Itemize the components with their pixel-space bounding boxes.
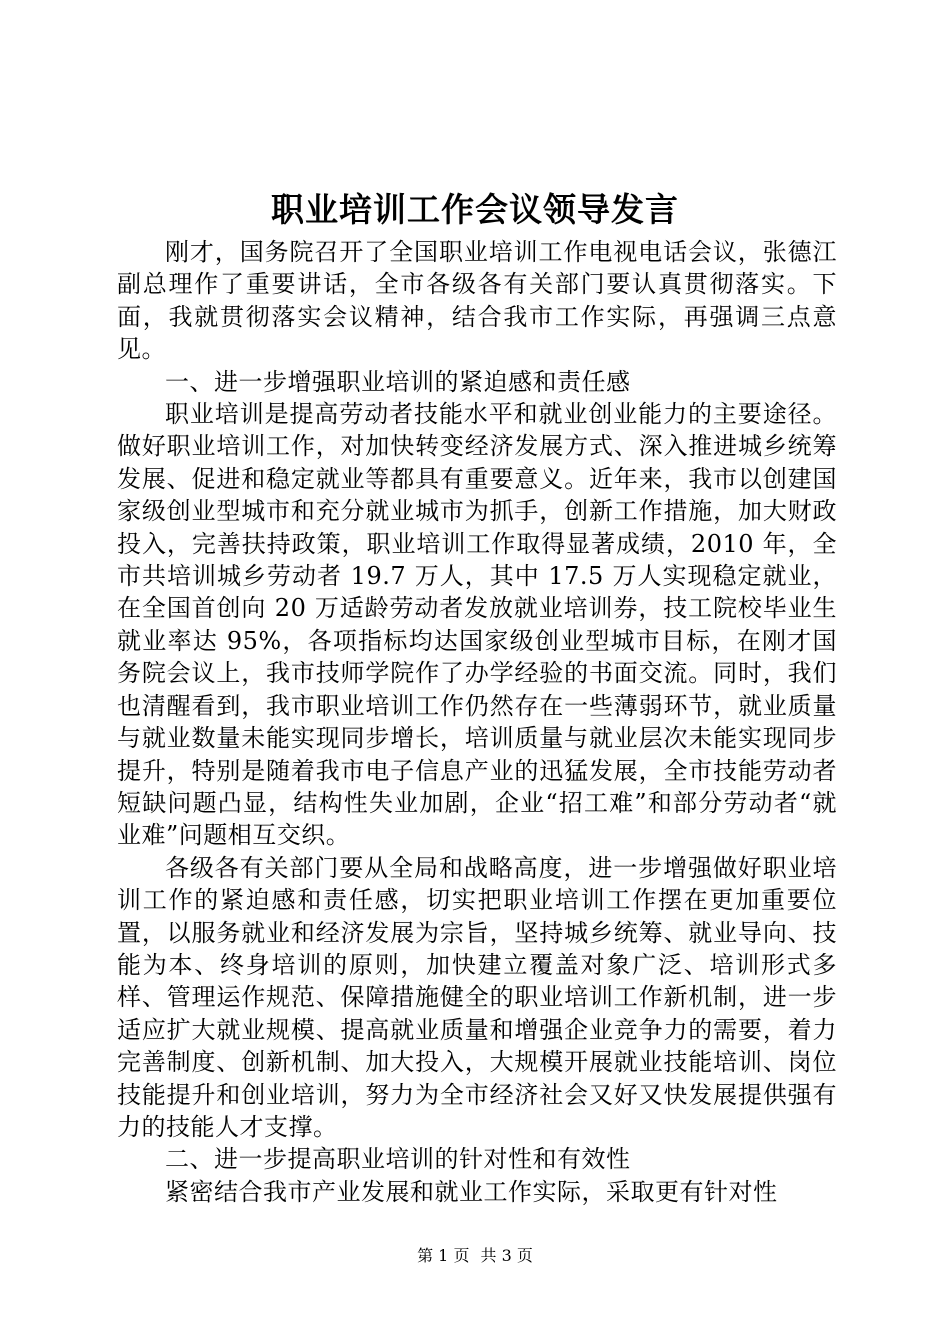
page-total: 共 3 页 bbox=[480, 1246, 533, 1265]
document-title: 职业培训工作会议领导发言 bbox=[271, 190, 679, 229]
paragraph: 刚才，国务院召开了全国职业培训工作电视电话会议，张德江副总理作了重要讲话，全市各级各有关部门要认真贯彻落实。下面，我就贯彻落实会议精神，结合我市工作实际，再强调三点意见。 bbox=[117, 238, 837, 364]
page-footer bbox=[0, 1246, 950, 1266]
paragraph: 紧密结合我市产业发展和就业工作实际，采取更有针对性 bbox=[165, 1177, 778, 1206]
paragraph: 各级各有关部门要从全局和战略高度，进一步增强做好职业培训工作的紧迫感和责任感，切实把职业培训工作摆在更加重要位置，以服务就业和经济发展为宗旨，坚持城乡统筹、就业导向、技能为本、终身培训的原则，加快建立覆盖对象广泛、培训形式多样、管理运作规范、保障措施健全的职业培训工作新机制，进一步适应扩大就业规模、提高就业质量和增强企业竞争力的需要，着力完善制度、创新机制、加大投入，大规模开展就业技能培训、岗位技能提升和创业培训，努力为全市经济社会又好又快发展提供强有力的技能人才支撑。 bbox=[117, 853, 837, 1141]
document-body bbox=[117, 236, 837, 1208]
paragraph: 职业培训是提高劳动者技能水平和就业创业能力的主要途径。做好职业培训工作，对加快转变经济发展方式、深入推进城乡统筹发展、促进和稳定就业等都具有重要意义。近年来，我市以创建国家级创业型城市和充分就业城市为抓手，创新工作措施，加大财政投入，完善扶持政策，职业培训工作取得显著成绩，2010 年，全市共培训城乡劳动者 19.7 万人，其中 17.5 万人实现稳定就业，在全国首创向 20 万适龄劳动者发放就业培训券，技工院校毕业生就业率达 95%，各项指标均达国家级创业型城市目标，在刚才国务院会议上，我市技师学院作了办学经验的书面交流。同时，我们也清醒看到，我市职业培训工作仍然存在一些薄弱环节，就业质量与就业数量未能实现同步增长，培训质量与就业层次未能实现同步提升，特别是随着我市电子信息产业的迅猛发展，全市技能劳动者短缺问题凸显，结构性失业加剧，企业“招工难”和部分劳动者“就业难”问题相互交织。 bbox=[117, 400, 837, 850]
section-heading: 一、进一步增强职业培训的紧迫感和责任感 bbox=[165, 367, 631, 396]
page-number: 第 1 页 bbox=[417, 1246, 470, 1265]
section-heading: 二、进一步提高职业培训的针对性和有效性 bbox=[165, 1145, 631, 1174]
